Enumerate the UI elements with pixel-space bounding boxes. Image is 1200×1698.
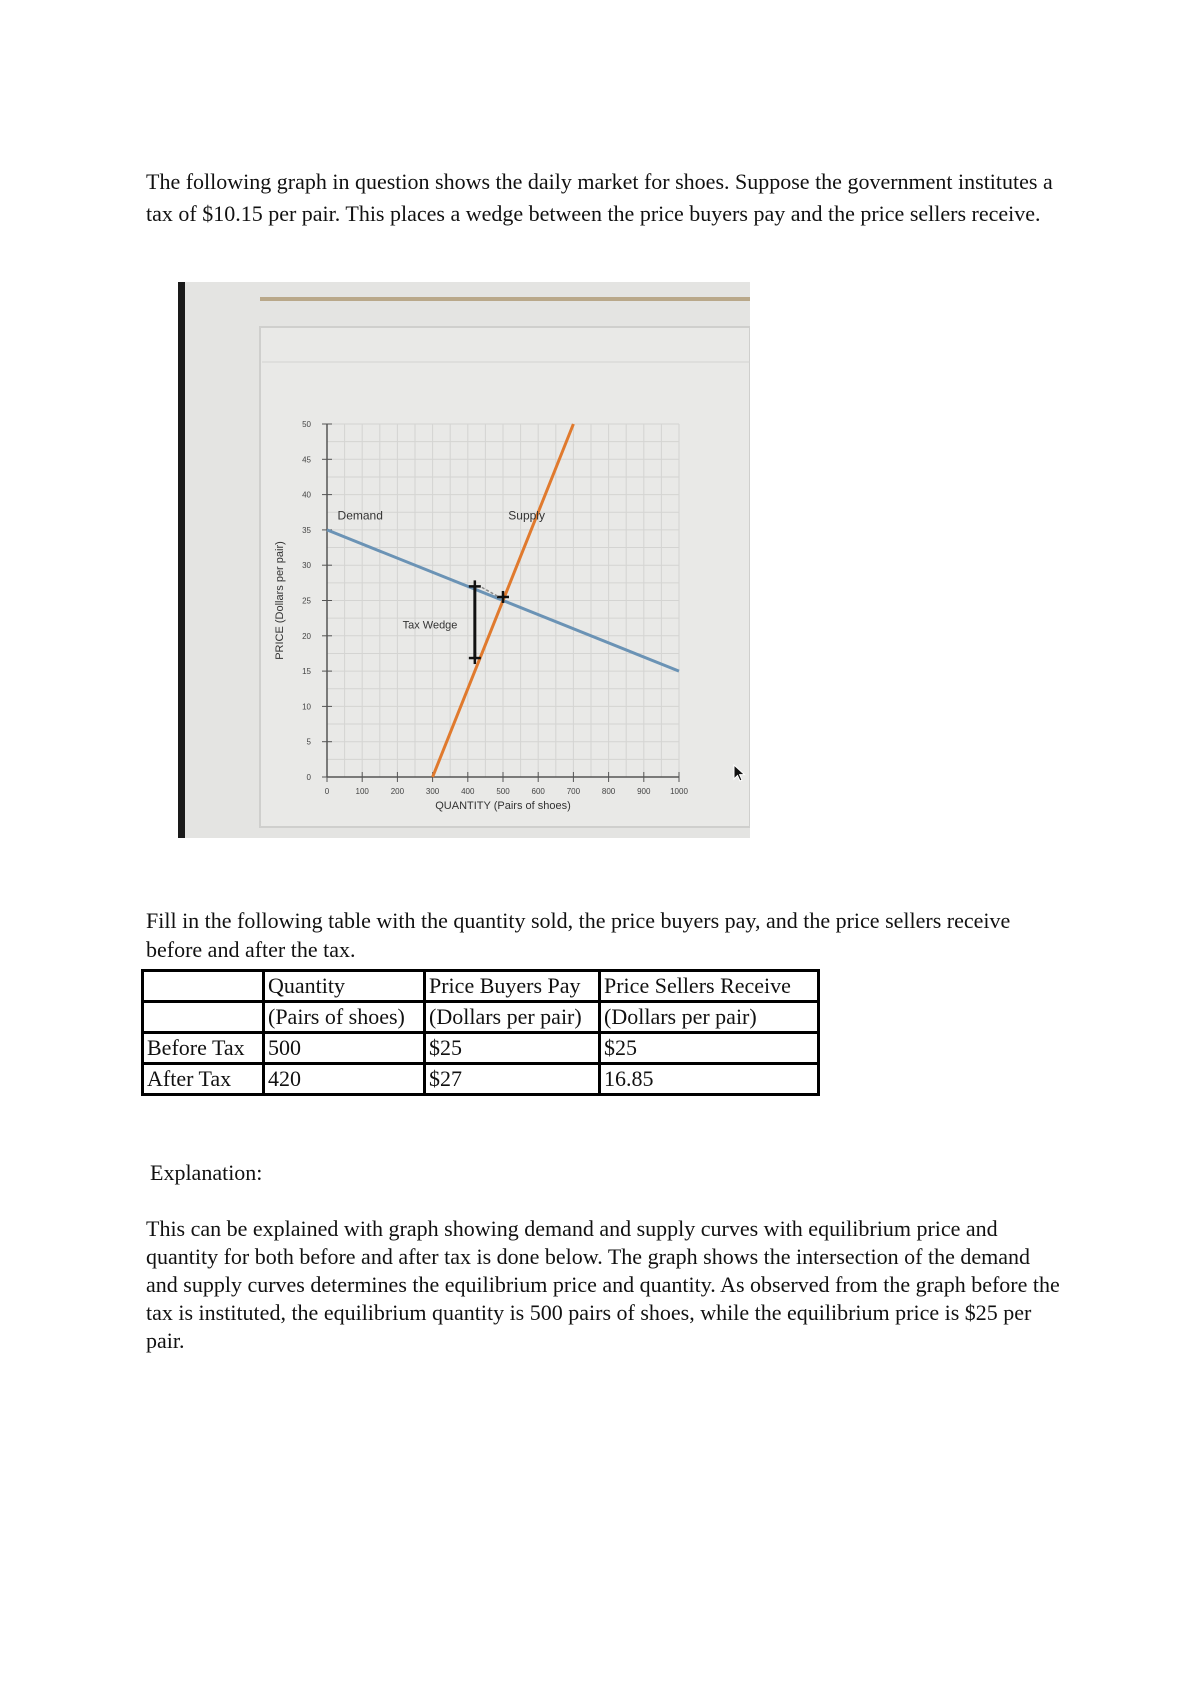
x-tick-label: 300 <box>425 787 440 796</box>
photo-top-strip <box>260 297 750 301</box>
table-cell: Price Buyers Pay <box>425 971 600 1002</box>
x-axis-label: QUANTITY (Pairs of shoes) <box>435 800 571 812</box>
supply-label: Supply <box>508 508 545 523</box>
explanation-paragraph: This can be explained with graph showing demand and supply curves with equilibrium price and quantity for both before and after tax is done below. The graph shows the intersection of the demand and supply curves determines the equilibrium price and quantity. As observed from the graph before the tax is instituted, the equilibrium quantity is 500 pairs of shoes, while the equilibrium price is $25 per pair. <box>146 1216 1060 1353</box>
x-tick-label: 100 <box>355 787 369 796</box>
chart-svg <box>185 282 750 838</box>
x-tick-label: 200 <box>390 787 405 796</box>
table-cell: Before Tax <box>143 1033 264 1064</box>
y-tick-label: 10 <box>302 702 311 712</box>
x-tick-label: 800 <box>601 787 616 796</box>
plot-panel <box>260 327 750 827</box>
x-tick-label: 500 <box>496 787 510 796</box>
explanation-label: Explanation: <box>150 1160 263 1185</box>
x-tick-label: 0 <box>324 787 330 796</box>
table-cell: After Tax <box>143 1064 264 1095</box>
y-tick-label: 45 <box>302 455 311 465</box>
table-cell: (Pairs of shoes) <box>264 1002 425 1033</box>
y-tick-label: 0 <box>306 773 311 782</box>
table-cell: 500 <box>264 1033 425 1064</box>
y-axis-label: PRICE (Dollars per pair) <box>274 541 286 660</box>
y-tick-label: 15 <box>302 667 311 677</box>
mouse-cursor-icon <box>733 764 747 782</box>
table-row <box>143 1033 819 1064</box>
table-cell: (Dollars per pair) <box>425 1002 600 1033</box>
table-cell: Price Sellers Receive <box>600 971 819 1002</box>
intro-paragraph: The following graph in question shows the daily market for shoes. Suppose the government institutes a tax of $10.15 per pair. This places a wedge between the price buyers pay and the price sellers receive. <box>146 169 1053 226</box>
x-tick-label: 1000 <box>670 787 688 796</box>
x-tick-label: 700 <box>566 787 581 796</box>
y-tick-label: 30 <box>302 561 311 571</box>
y-tick-label: 40 <box>302 490 311 500</box>
table-cell: $27 <box>425 1064 600 1095</box>
y-tick-label: 25 <box>302 596 311 606</box>
y-tick-label: 50 <box>302 420 311 429</box>
y-tick-label: 20 <box>302 631 311 641</box>
table-cell: $25 <box>425 1033 600 1064</box>
table-cell: 420 <box>264 1064 425 1095</box>
x-tick-label: 900 <box>637 787 651 796</box>
table-cell <box>143 1002 264 1033</box>
y-tick-label: 35 <box>302 525 311 535</box>
table-cell: $25 <box>600 1033 819 1064</box>
tax-table <box>141 969 820 1096</box>
table-cell: Quantity <box>264 971 425 1002</box>
table-header-row <box>143 971 819 1002</box>
table-cell <box>143 971 264 1002</box>
tax-wedge-label: Tax Wedge <box>402 619 458 632</box>
table-instructions: Fill in the following table with the quantity sold, the price buyers pay, and the price sellers receive before and after the tax. <box>146 908 1011 962</box>
table-cell: 16.85 <box>600 1064 819 1095</box>
table-row <box>143 1064 819 1095</box>
x-tick-label: 400 <box>461 787 475 796</box>
y-tick-label: 5 <box>306 737 311 747</box>
x-tick-label: 600 <box>531 787 545 796</box>
demand-label: Demand <box>337 508 383 523</box>
supply-demand-graph <box>178 282 750 838</box>
table-header-row <box>143 1002 819 1033</box>
table-cell: (Dollars per pair) <box>600 1002 819 1033</box>
